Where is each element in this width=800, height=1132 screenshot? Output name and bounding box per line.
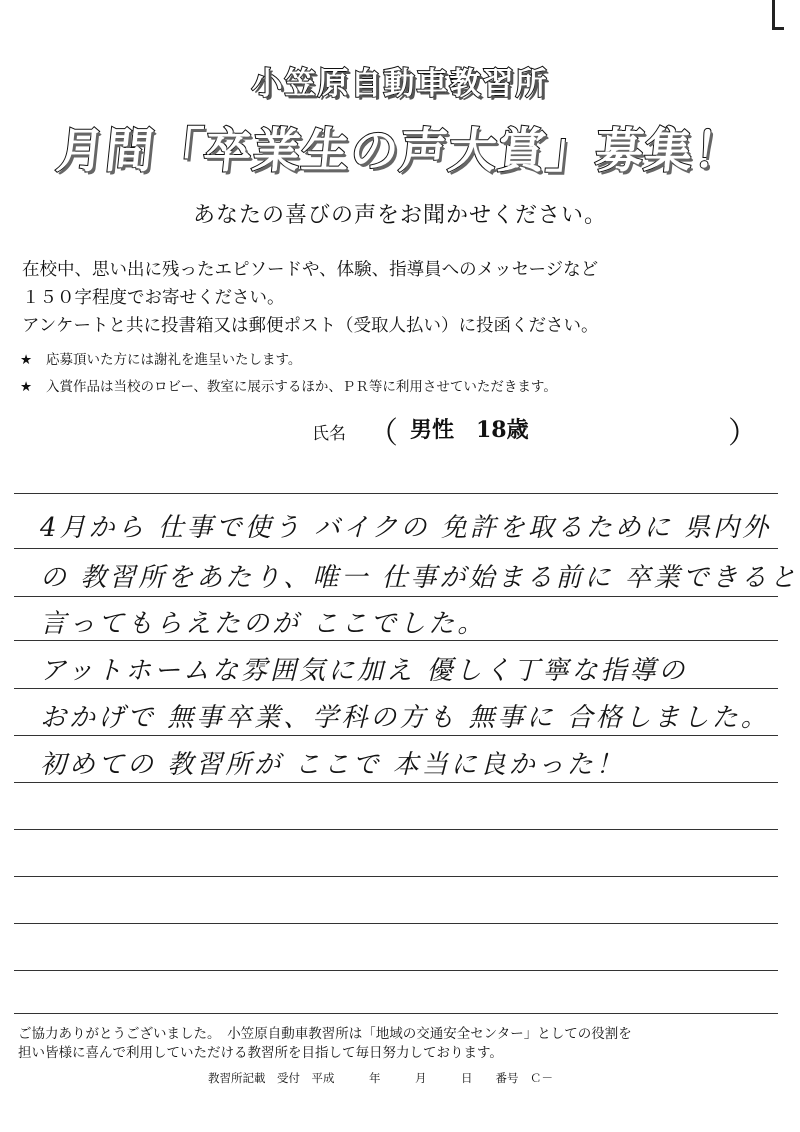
answer-rule — [14, 548, 778, 549]
answer-rule — [14, 970, 778, 971]
star-icon: ★ — [20, 379, 33, 395]
name-close-paren: ） — [728, 416, 758, 451]
answer-rule — [14, 688, 778, 689]
note-display — [20, 375, 557, 395]
handwritten-line: 初めての 教習所が ここで 本当に良かった！ — [40, 750, 625, 780]
school-name: 小笠原自動車教習所 — [251, 66, 549, 102]
note-reward — [20, 348, 301, 368]
answer-rule — [14, 640, 778, 641]
note-text: 応募頂いた方には謝礼を進呈いたします。 — [46, 352, 302, 368]
office-use-line: 教習所記載 受付 平成 年 月 日 番号 Ｃ－ — [208, 1071, 553, 1085]
note-text: 入賞作品は当校のロビー、教室に展示するほか、ＰＲ等に利用させていただきます。 — [46, 379, 557, 395]
handwritten-line: 言ってもらえたのが ここでした。 — [40, 609, 487, 639]
name-open-paren: （ — [368, 416, 398, 451]
handwritten-line: おかげで 無事卒業、学科の方も 無事に 合格しました。 — [40, 703, 770, 733]
answer-rule — [14, 782, 778, 783]
subtitle: あなたの喜びの声をお聞かせください。 — [192, 203, 607, 228]
answer-rule — [14, 829, 778, 830]
answer-rule — [14, 735, 778, 736]
answer-rule — [14, 596, 778, 597]
footer-line: ご協力ありがとうございました。 小笠原自動車教習所は「地域の交通安全センター」としての役割を — [18, 1026, 632, 1042]
answer-rule — [14, 493, 778, 494]
instruction-line: １５０字程度でお寄せください。 — [22, 288, 285, 308]
star-icon: ★ — [20, 352, 33, 368]
instruction-line: 在校中、思い出に残ったエピソードや、体験、指導員へのメッセージなど — [22, 260, 599, 280]
campaign-title: 月間「卒業生の声大賞」募集！ — [53, 123, 746, 179]
answer-rule — [14, 923, 778, 924]
corner-crop-mark — [772, 0, 784, 30]
name-label: 氏名 — [312, 424, 346, 444]
answer-rule — [14, 876, 778, 877]
footer-line: 担い皆様に喜んで利用していただける教習所を目指して毎日努力しております。 — [18, 1045, 503, 1061]
handwritten-line: 4月から 仕事で使う バイクの 免許を取るために 県内外 — [40, 513, 772, 543]
answer-rule — [14, 1013, 778, 1014]
name-value[interactable]: 男性 18歳 — [410, 417, 529, 443]
handwritten-line: アットホームな雰囲気に加え 優しく丁寧な指導の — [40, 656, 688, 686]
instruction-line: アンケートと共に投書箱又は郵便ポスト（受取人払い）に投函ください。 — [22, 316, 599, 336]
handwritten-line: の 教習所をあたり、唯一 仕事が始まる前に 卒業できると — [40, 563, 799, 593]
